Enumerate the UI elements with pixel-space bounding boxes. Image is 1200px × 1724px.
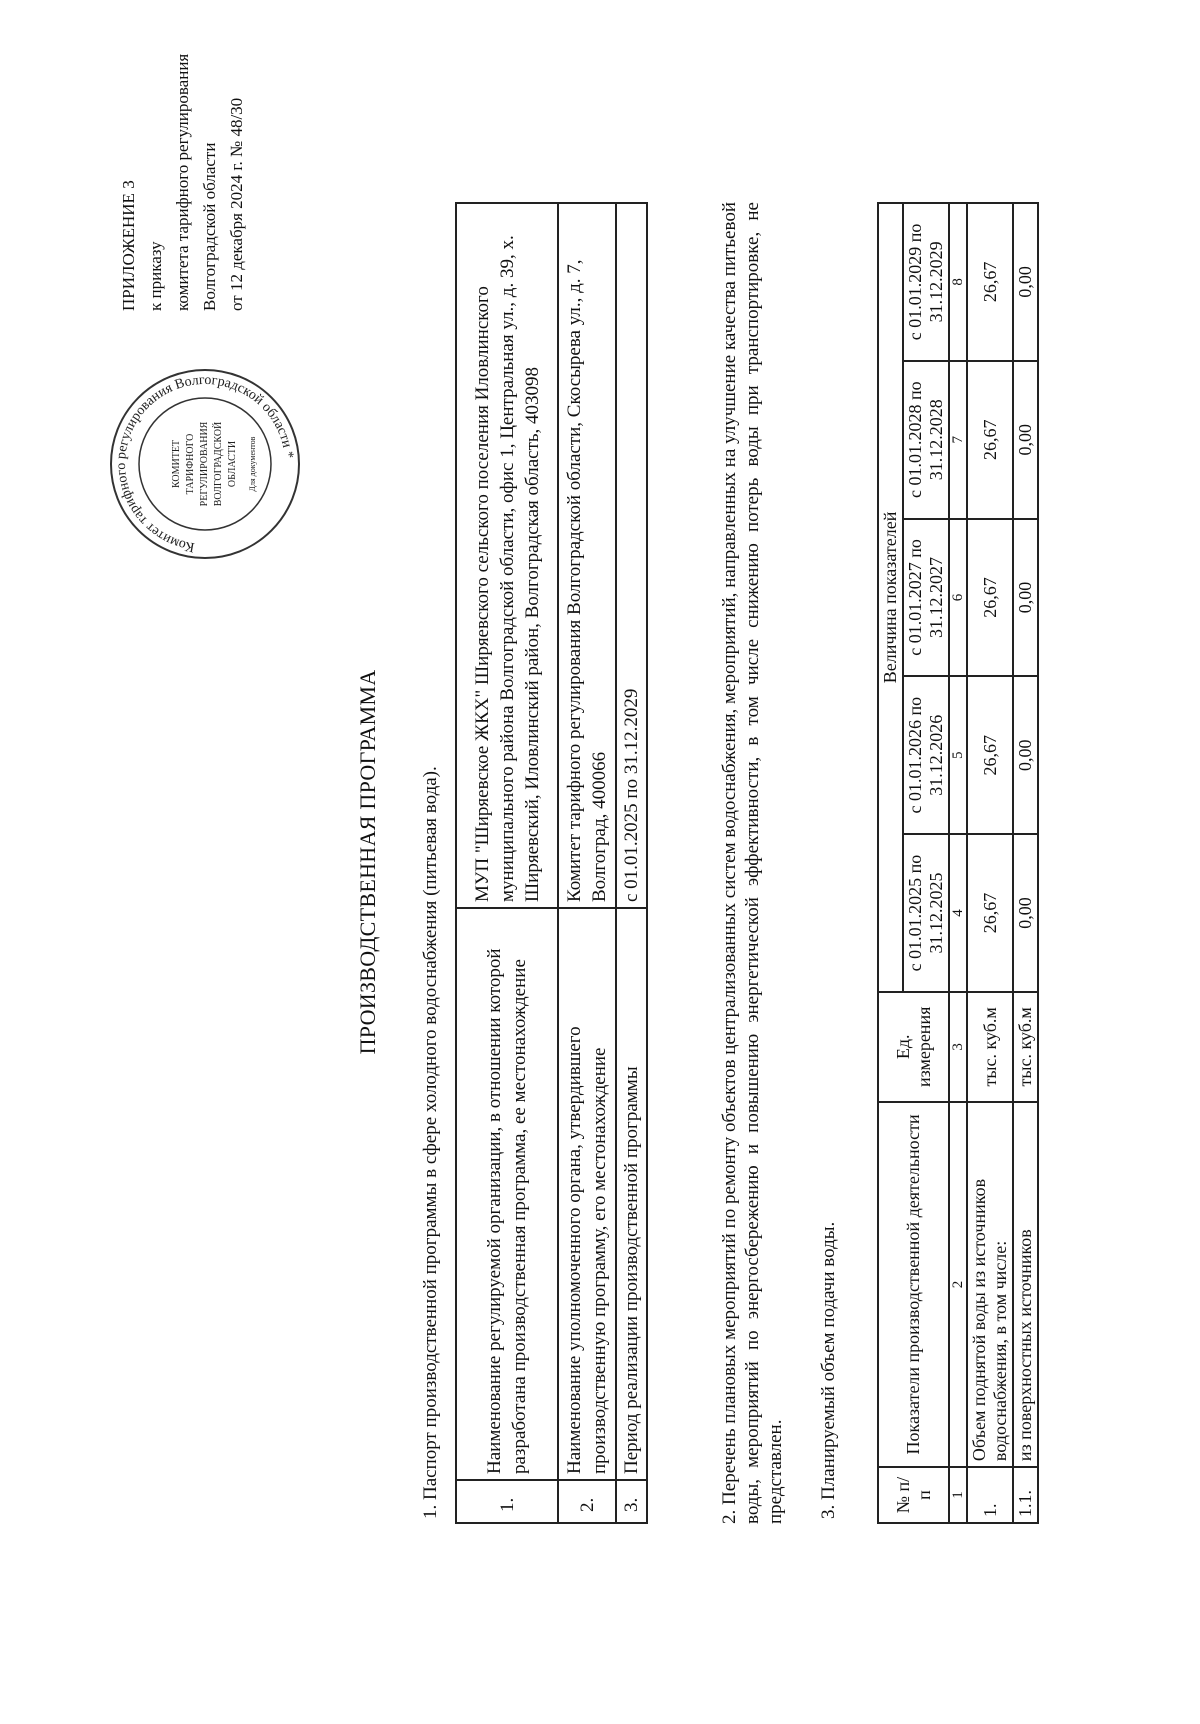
column-number: 8 [949,203,967,361]
row-value: 26,67 [967,834,1013,992]
appendix-line: к приказу [146,241,165,311]
document-title: ПРОИЗВОДСТВЕННАЯ ПРОГРАММА [355,669,380,1055]
row-value: 0,00 [1013,361,1038,519]
column-number: 6 [949,519,967,677]
row-number: 2. [558,1480,616,1523]
official-stamp [105,364,305,564]
row-value: 0,00 [1013,203,1038,361]
row-name: Наименование уполномоченного органа, утвердившего производственную программу, его местонахождение [558,908,616,1480]
table-row [967,203,1013,1523]
table-row [456,203,558,1523]
row-number: 1. [456,1480,558,1523]
row-number: 1. [967,1467,1013,1523]
header-period: с 01.01.2025 по 31.12.2025 [903,834,949,992]
header-number: № п/п [878,1467,949,1523]
svg-text:ВОЛГОГРАДСКОЙ: ВОЛГОГРАДСКОЙ [213,421,224,507]
svg-text:КОМИТЕТ: КОМИТЕТ [171,439,182,489]
row-value: 26,67 [967,203,1013,361]
row-unit: тыс. куб.м [967,992,1013,1102]
row-value: 0,00 [1013,834,1038,992]
column-numbers-row [949,203,967,1523]
row-number: 1.1. [1013,1467,1038,1523]
header-period: с 01.01.2028 по 31.12.2028 [903,361,949,519]
section-2-text: 2. Перечень плановых мероприятий по ремонту объектов централизованных систем водоснабжения, мероприятий, направленных на улучшение качества питьевой воды, мероприятий по энергосбережению и повышению энергетической эффективности, в том числе снижению потерь воды при транспортировке, не представлен. [719,202,786,1524]
svg-text:ТАРИФНОГО: ТАРИФНОГО [185,433,196,495]
passport-table [455,202,648,1524]
section-3-heading: 3. Планируемый объем подачи воды. [818,1221,839,1519]
row-value: МУП "Ширяевское ЖКХ" Ширяевского сельского поселения Иловлинского муниципального района Волгоградской области, офис 1, Центральная ул., д. 39, х. Ширяевский, Иловлинский район, Волгоградская область, 403098 [456,203,558,908]
header-unit: Ед. измерения [878,992,949,1102]
water-volume-table [877,202,1039,1524]
appendix-line: Волгоградской области [200,142,219,311]
table-row [616,203,647,1523]
row-value: 0,00 [1013,676,1038,834]
section-1-heading: 1. Паспорт производственной программы в сфере холодного водоснабжения (питьевая вода). [420,766,441,1519]
header-period: с 01.01.2029 по 31.12.2029 [903,203,949,361]
header-period: с 01.01.2026 по 31.12.2026 [903,676,949,834]
svg-text:РЕГУЛИРОВАНИЯ: РЕГУЛИРОВАНИЯ [199,421,210,507]
appendix-line: комитета тарифного регулирования [173,53,192,311]
appendix-line: ПРИЛОЖЕНИЕ 3 [119,180,138,311]
row-value: 26,67 [967,519,1013,677]
svg-text:ОБЛАСТИ: ОБЛАСТИ [227,440,238,488]
appendix-line: от 12 декабря 2024 г. № 48/30 [227,97,246,311]
table-row [558,203,616,1523]
header-values-group: Величина показателей [878,203,903,992]
row-value: 26,67 [967,361,1013,519]
row-indicator: Объем поднятой воды из источников водоснабжения, в том числе: [967,1102,1013,1467]
row-name: Период реализации производственной программы [616,908,647,1480]
header-indicator: Показатели производственной деятельности [878,1102,949,1467]
column-number: 2 [949,1102,967,1467]
svg-text:Для документов: Для документов [248,436,257,492]
row-indicator: из поверхностных источников [1013,1102,1038,1467]
row-value: 0,00 [1013,519,1038,677]
row-value: 26,67 [967,676,1013,834]
row-name: Наименование регулируемой организации, в отношении которой разработана производственная программа, ее местонахождение [456,908,558,1480]
column-number: 1 [949,1467,967,1523]
header-row [878,203,903,1523]
svg-text:Комитет тарифного регулировани: Комитет тарифного регулирования Волгоградской области * [113,372,296,555]
column-number: 7 [949,361,967,519]
column-number: 5 [949,676,967,834]
row-number: 3. [616,1480,647,1523]
header-period: с 01.01.2027 по 31.12.2027 [903,519,949,677]
column-number: 3 [949,992,967,1102]
row-unit: тыс. куб.м [1013,992,1038,1102]
table-row [1013,203,1038,1523]
column-number: 4 [949,834,967,992]
row-value: Комитет тарифного регулирования Волгоградской области, Скосырева ул., д. 7, Волгоград, 400066 [558,203,616,908]
row-value: с 01.01.2025 по 31.12.2029 [616,203,647,908]
